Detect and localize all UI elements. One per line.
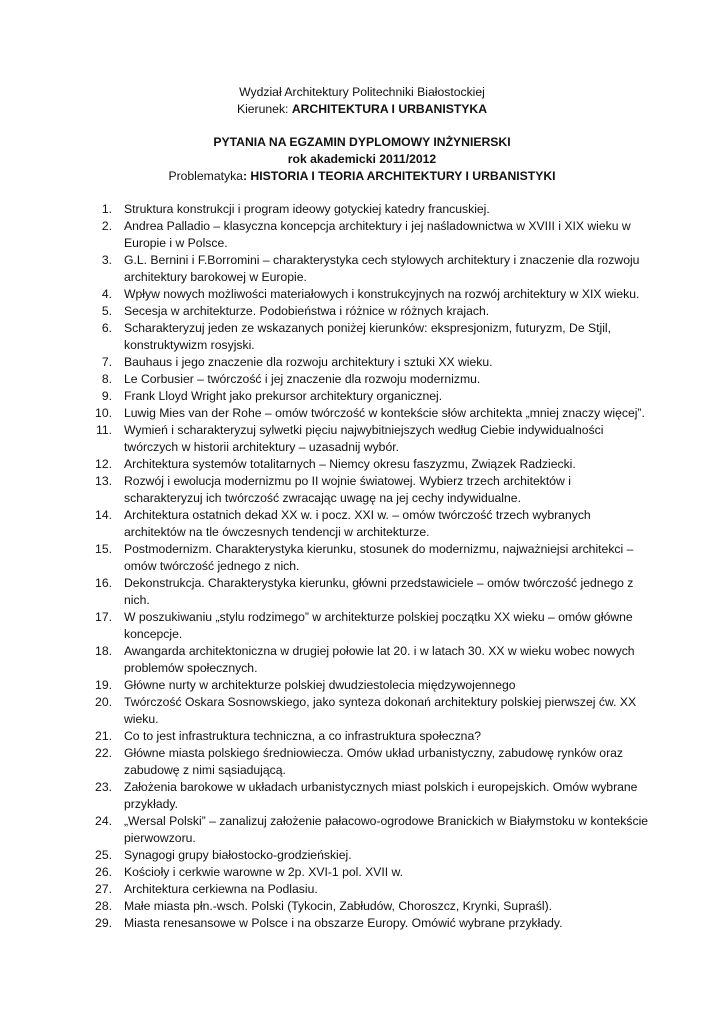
question-number: 9.: [101, 389, 112, 403]
question-list: [82, 201, 650, 932]
question-item: [82, 422, 650, 456]
question-text: Scharakteryzuj jeden ze wskazanych poniżej kierunków: ekspresjonizm, futuryzm, De Stjil, konstruktywizm rosyjski.: [124, 321, 612, 352]
question-item: [82, 847, 650, 864]
question-text: Awangarda architektoniczna w drugiej połowie lat 20. i w latach 30. XX w wieku wobec nowych problemów społecznych.: [124, 644, 635, 675]
question-number: 14.: [95, 508, 112, 522]
question-item: [82, 609, 650, 643]
question-text: „Wersal Polski” – zanalizuj założenie pałacowo-ogrodowe Branickich w Białymstoku w kontekście pierwowzoru.: [124, 814, 649, 845]
topic-line: [0, 168, 724, 185]
question-item: [82, 728, 650, 745]
question-item: [82, 354, 650, 371]
question-text: Wymień i scharakteryzuj sylwetki pięciu najwybitniejszych według Ciebie indywidualności twórczych w historii architektury – uzasadnij wybór.: [124, 423, 604, 454]
question-item: [82, 541, 650, 575]
question-text: Wpływ nowych możliwości materiałowych i konstrukcyjnych na rozwój architektury w XIX wieku.: [124, 287, 640, 301]
question-number: 8.: [101, 372, 112, 386]
question-number: 11.: [95, 423, 112, 437]
question-number: 22.: [95, 746, 112, 760]
question-number: 10.: [95, 406, 112, 420]
question-text: Architektura systemów totalitarnych – Niemcy okresu faszyzmu, Związek Radziecki.: [124, 457, 576, 471]
question-item: [82, 881, 650, 898]
question-item: [82, 898, 650, 915]
question-number: 23.: [95, 780, 112, 794]
question-number: 16.: [95, 576, 112, 590]
question-number: 13.: [95, 474, 112, 488]
question-number: 4.: [101, 287, 112, 301]
academic-year: rok akademicki 2011/2012: [287, 152, 437, 166]
question-item: [82, 643, 650, 677]
question-number: 7.: [101, 355, 112, 369]
question-item: [82, 677, 650, 694]
question-number: 5.: [101, 304, 112, 318]
question-text: Architektura ostatnich dekad XX w. i pocz. XXI w. – omów twórczość trzech wybranych architektów na tle ówczesnych tendencji w architekturze.: [124, 508, 591, 539]
topic-label: Problematyka: [168, 169, 243, 183]
question-text: Główne miasta polskiego średniowiecza. Omów układ urbanistyczny, zabudowę rynków oraz zabudowę z nimi sąsiadującą.: [124, 746, 624, 777]
question-text: Struktura konstrukcji i program ideowy gotyckiej katedry francuskiej.: [124, 202, 490, 216]
question-text: G.L. Bernini i F.Borromini – charakterystyka cech stylowych architektury i znaczenie dla rozwoju architektury barokowej w Europie.: [124, 253, 640, 284]
exam-title: PYTANIA NA EGZAMIN DYPLOMOWY INŻYNIERSKI: [213, 135, 511, 149]
question-text: Andrea Palladio – klasyczna koncepcja architektury i jej naśladownictwa w XVIII i XIX wieku w Europie i w Polsce.: [124, 219, 631, 250]
faculty-name: Wydział Architektury Politechniki Białostockiej: [239, 85, 485, 99]
question-text: Dekonstrukcja. Charakterystyka kierunku, główni przedstawiciele – omów twórczość jednego z nich.: [124, 576, 634, 607]
question-text: Postmodernizm. Charakterystyka kierunku, stosunek do modernizmu, najważniejsi architekci – omów twórczość jednego z nich.: [124, 542, 634, 573]
question-item: [82, 779, 650, 813]
field-label: Kierunek:: [236, 102, 292, 116]
question-number: 20.: [95, 695, 112, 709]
question-item: [82, 405, 650, 422]
question-item: [82, 745, 650, 779]
question-text: Luwig Mies van der Rohe – omów twórczość w kontekście słów architekta „mniej znaczy więcej”.: [124, 406, 645, 420]
question-number: 21.: [95, 729, 112, 743]
question-item: [82, 473, 650, 507]
question-item: [82, 864, 650, 881]
topic-value: : HISTORIA I TEORIA ARCHITEKTURY I URBANISTYKI: [242, 169, 556, 183]
question-item: [82, 201, 650, 218]
question-item: [82, 286, 650, 303]
question-number: 26.: [95, 865, 112, 879]
question-number: 18.: [95, 644, 112, 658]
question-text: Rozwój i ewolucja modernizmu po II wojnie światowej. Wybierz trzech architektów i scharakteryzuj ich twórczość zwracając uwagę na jej cechy indywidualne.: [124, 474, 571, 505]
question-item: [82, 303, 650, 320]
document-header: [0, 84, 724, 185]
question-item: [82, 320, 650, 354]
field-of-study: [0, 101, 724, 118]
question-number: 19.: [95, 678, 112, 692]
question-item: [82, 388, 650, 405]
question-text: Architektura cerkiewna na Podlasiu.: [124, 882, 318, 896]
question-text: W poszukiwaniu „stylu rodzimego” w architekturze polskiej początku XX wieku – omów główne koncepcje.: [124, 610, 633, 641]
question-text: Co to jest infrastruktura techniczna, a co infrastruktura społeczna?: [124, 729, 481, 743]
question-number: 28.: [95, 899, 112, 913]
question-item: [82, 507, 650, 541]
question-number: 15.: [95, 542, 112, 556]
question-number: 3.: [101, 253, 112, 267]
question-text: Secesja w architekturze. Podobieństwa i różnice w różnych krajach.: [124, 304, 490, 318]
question-number: 2.: [101, 219, 112, 233]
question-text: Główne nurty w architekturze polskiej dwudziestolecia międzywojennego: [124, 678, 516, 692]
question-number: 27.: [95, 882, 112, 896]
question-item: [82, 252, 650, 286]
question-item: [82, 813, 650, 847]
question-text: Synagogi grupy białostocko-grodzieńskiej.: [124, 848, 352, 862]
question-text: Le Corbusier – twórczość i jej znaczenie dla rozwoju modernizmu.: [124, 372, 481, 386]
question-item: [82, 456, 650, 473]
question-text: Założenia barokowe w układach urbanistycznych miast polskich i europejskich. Omów wybrane przykłady.: [124, 780, 638, 811]
question-text: Kościoły i cerkwie warowne w 2p. XVI-1 pol. XVII w.: [124, 865, 404, 879]
question-number: 1.: [101, 202, 112, 216]
question-text: Frank Lloyd Wright jako prekursor architektury organicznej.: [124, 389, 443, 403]
question-number: 17.: [95, 610, 112, 624]
question-number: 12.: [95, 457, 112, 471]
question-number: 6.: [101, 321, 112, 335]
question-number: 25.: [95, 848, 112, 862]
question-item: [82, 915, 650, 932]
question-text: Twórczość Oskara Sosnowskiego, jako synteza dokonań architektury polskiej pierwszej ćw. XX wieku.: [124, 695, 637, 726]
question-text: Małe miasta płn.-wsch. Polski (Tykocin, Zabłudów, Choroszcz, Krynki, Supraśl).: [124, 899, 553, 913]
question-number: 24.: [95, 814, 112, 828]
question-number: 29.: [95, 916, 112, 930]
question-text: Bauhaus i jego znaczenie dla rozwoju architektury i sztuki XX wieku.: [124, 355, 493, 369]
field-value: ARCHITEKTURA I URBANISTYKA: [291, 102, 488, 116]
question-item: [82, 694, 650, 728]
question-item: [82, 371, 650, 388]
question-item: [82, 218, 650, 252]
question-item: [82, 575, 650, 609]
question-text: Miasta renesansowe w Polsce i na obszarze Europy. Omówić wybrane przykłady.: [124, 916, 563, 930]
